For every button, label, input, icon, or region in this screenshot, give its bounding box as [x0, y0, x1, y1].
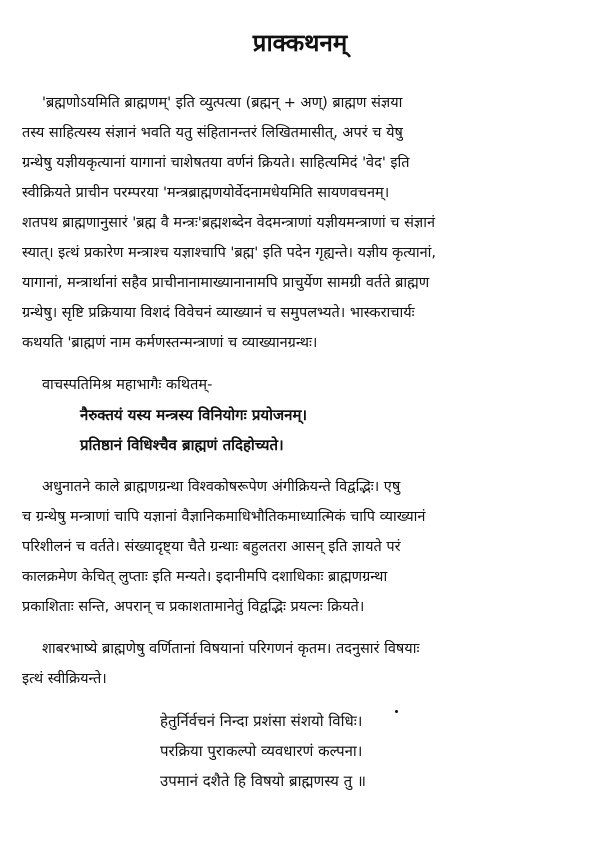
verse-line: उपमानं दशैते हि विषयो ब्राह्मणस्य तु ॥	[160, 772, 366, 790]
text-line: अधुनातने काले ब्राह्मणग्रन्था विश्वकोषरूपेण अंगीक्रियन्ते विद्वद्भिः। एषु	[42, 479, 401, 495]
text-line: ग्रन्थेषु यज्ञीयकृत्यानां यागानां चाशेषतया वर्णनं क्रियते। साहित्यमिदं 'वेद' इति	[22, 155, 410, 171]
ink-speck	[395, 710, 398, 713]
quote-line: नैरुक्तयं यस्य मन्त्रस्य विनियोगः प्रयोजनम्।	[80, 406, 308, 424]
verse-line: हेतुर्निर्वचनं निन्दा प्रशंसा संशयो विधिः।	[160, 712, 363, 730]
paragraph-modern	[22, 472, 578, 622]
text-line: च ग्रन्थेषु मन्त्राणां चापि यज्ञानां वैज्ञानिकमाधिभौतिकमाध्यात्मिकं चापि व्याख्यानं	[22, 509, 426, 525]
text-line: ग्रन्थेषु। सृष्टि प्रक्रियाया विशदं विवेचनं व्याख्यानं च समुपलभ्यते। भास्कराचार्यः	[22, 305, 415, 321]
text-line: तस्य साहित्यस्य संज्ञानं भवति यतु संहितानन्तरं लिखितमासीत्, अपरं च येषु	[22, 125, 403, 141]
paragraph-intro	[22, 88, 578, 358]
text-line: इत्थं स्वीक्रियन्ते।	[22, 671, 107, 687]
text-line: शाबरभाष्ये ब्राह्मणेषु वर्णितानां विषयानां परिगणनं कृतम। तदनुसारं विषयाः	[42, 641, 420, 657]
text-line: वाचस्पतिमिश्र महाभागैः कथितम्-	[42, 377, 213, 393]
verse-line: परक्रिया पुराकल्पो व्यवधारणं कल्पना।	[160, 742, 363, 760]
text-line: परिशीलनं च वर्तते। संख्यादृष्ट्या चैते ग्रन्थाः बहुलतरा आसन् इति ज्ञायते परं	[22, 539, 401, 555]
page-title: प्राक्कथनम्	[252, 29, 348, 57]
text-line: यागानां, मन्त्रार्थानां सहैव प्राचीनानामाख्यानानामपि प्राचुर्येण सामग्री वर्तते ब्राह्मण	[22, 275, 430, 291]
verse-block	[22, 706, 578, 796]
quote-line: प्रतिष्ठानं विधिश्चैव ब्राह्मणं तदिहोच्यते।	[80, 436, 284, 454]
text-line: प्रकाशिताः सन्ति, अपरान् च प्रकाशतामानेतुं विद्वद्भिः प्रयत्नः क्रियते।	[22, 599, 365, 615]
text-line: कथयति 'ब्राह्मणं नाम कर्मणस्तन्मन्त्राणां च व्याख्यानग्रन्थः।	[22, 335, 318, 351]
text-line: स्यात्। इत्थं प्रकारेण मन्त्राश्च यज्ञाश्चापि 'ब्रह्म' इति पदेन गृह्यन्ते। यज्ञीय कृत्यानां,	[22, 245, 437, 261]
text-line: स्वीक्रियते प्राचीन परम्परया 'मन्त्रब्राह्मणयोर्वेदनामधेयमिति सायणवचनम्।	[22, 185, 390, 201]
paragraph-shabara	[22, 634, 578, 694]
text-line: 'ब्रह्मणोऽयमिति ब्राह्मणम्' इति व्युत्पत्या (ब्रह्मन् + अण्) ब्राह्मण संज्ञया	[42, 95, 403, 111]
paragraph-vachaspati	[22, 370, 578, 400]
quote-block	[22, 400, 578, 460]
text-line: शतपथ ब्राह्मणानुसारं 'ब्रह्म वै मन्त्रः'ब्रह्मशब्देन वेदमन्त्राणां यज्ञीयमन्त्राणां च संज्ञानं	[22, 215, 435, 231]
text-line: कालक्रमेण केचित् लुप्ताः इति मन्यते। इदानीमपि दशाधिकाः ब्राह्मणग्रन्था	[22, 569, 388, 585]
